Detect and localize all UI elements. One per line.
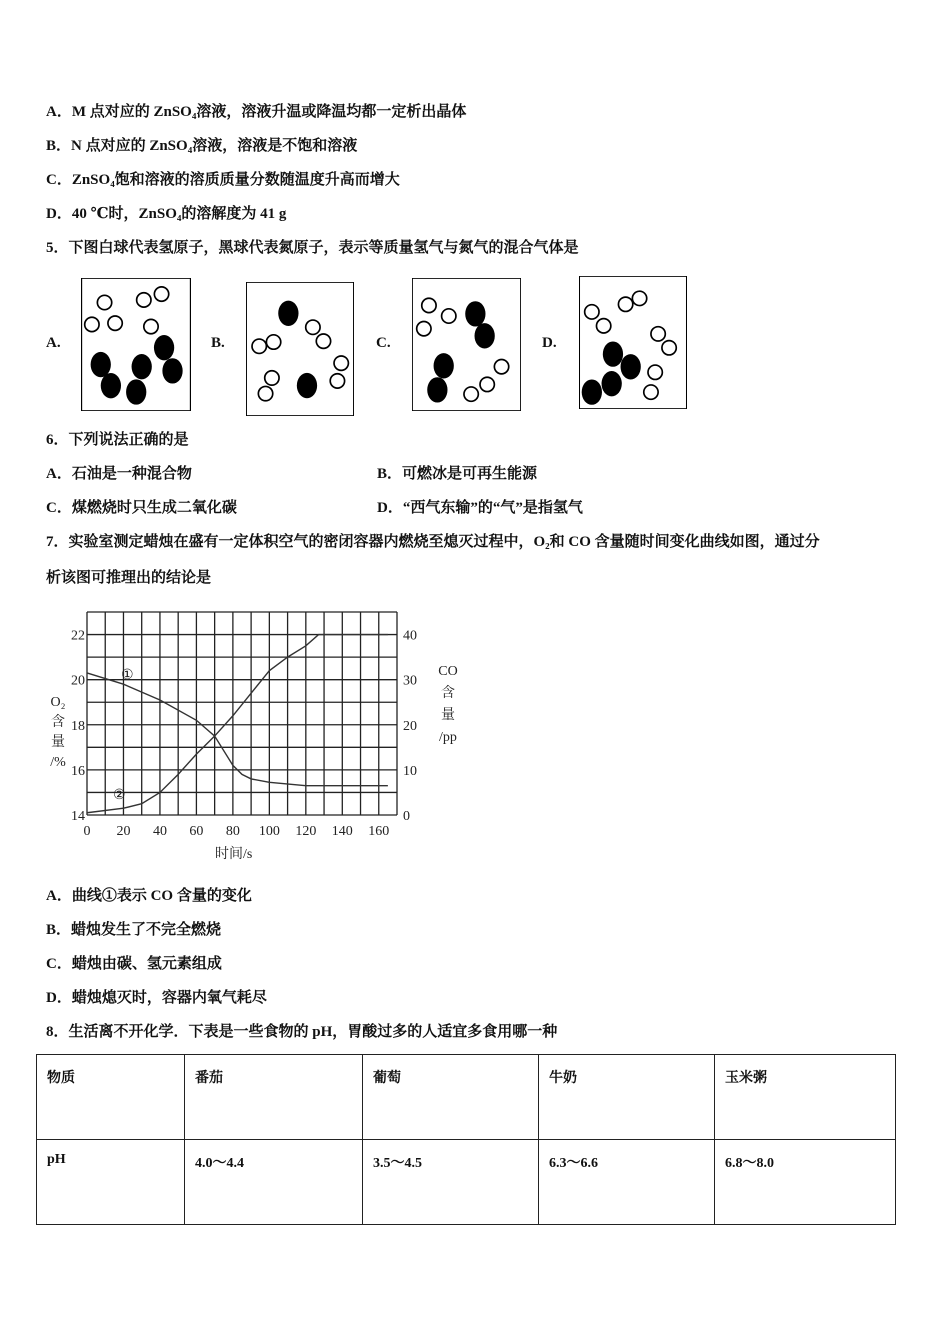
- table-cell: 物质: [37, 1055, 185, 1140]
- y-right-tick-label: 40: [403, 628, 417, 644]
- table-cell: 玉米粥: [715, 1055, 896, 1140]
- q5-stem: 5．下图白球代表氢原子，黑球代表氮原子，表示等质量氢气与氮气的混合气体是: [46, 240, 579, 256]
- table-cell: 番茄: [185, 1055, 363, 1140]
- table-cell: 6.3～6.6: [539, 1140, 715, 1225]
- y-left-axis-label: O₂: [50, 695, 66, 710]
- curve-label-2: ②: [113, 788, 126, 803]
- y-left-axis-label: /%: [50, 755, 66, 770]
- y-right-tick-label: 0: [403, 809, 410, 824]
- x-tick-label: 80: [225, 824, 240, 839]
- q7-stem-line2: 析该图可推理出的结论是: [46, 570, 212, 586]
- q5-label-a: A.: [46, 335, 61, 351]
- curve-label-1: ①: [121, 668, 134, 683]
- x-tick-label: 40: [152, 824, 167, 839]
- table-cell: 4.0～4.4: [185, 1140, 363, 1225]
- molecule-diagram-d: [579, 276, 687, 409]
- x-tick-label: 60: [189, 824, 204, 839]
- table-cell: 6.8～8.0: [715, 1140, 896, 1225]
- q4-option-d: D．40 ℃时，ZnSO₄的溶解度为 41 g: [46, 206, 287, 222]
- q7-stem-line1: 7．实验室测定蜡烛在盛有一定体积空气的密闭容器内燃烧至熄灭过程中，O₂和 CO 含量随时间变化曲线如图，通过分: [46, 534, 820, 550]
- q6-option-a: A．石油是一种混合物: [46, 466, 192, 482]
- y-left-tick-label: 18: [71, 718, 85, 734]
- y-right-axis-label: 量: [441, 708, 455, 723]
- molecule-diagram-c: [412, 278, 521, 411]
- table-row: [37, 1140, 896, 1225]
- y-left-tick-label: 20: [71, 673, 85, 689]
- molecule-diagram-a: [81, 278, 191, 411]
- q4-option-a: A．M 点对应的 ZnSO₄溶液，溶液升温或降温均都一定析出晶体: [46, 104, 467, 120]
- y-left-tick-label: 14: [71, 809, 85, 824]
- q6-option-d: D．“西气东输”的“气”是指氢气: [377, 500, 583, 516]
- table-cell: pH: [37, 1140, 185, 1225]
- q4-option-c: C．ZnSO₄饱和溶液的溶质质量分数随温度升高而增大: [46, 172, 400, 188]
- q8-stem: 8．生活离不开化学．下表是一些食物的 pH，胃酸过多的人适宜多食用哪一种: [46, 1024, 558, 1040]
- x-tick-label: 140: [331, 824, 353, 839]
- table-cell: 3.5～4.5: [363, 1140, 539, 1225]
- table-cell: 葡萄: [363, 1055, 539, 1140]
- q7-option-d: D．蜡烛熄灭时，容器内氧气耗尽: [46, 990, 267, 1006]
- y-right-tick-label: 10: [403, 763, 417, 779]
- x-tick-label: 100: [258, 824, 280, 839]
- y-left-tick-label: 22: [71, 628, 85, 644]
- food-ph-table: [36, 1054, 896, 1225]
- table-cell: 牛奶: [539, 1055, 715, 1140]
- q7-option-c: C．蜡烛由碳、氢元素组成: [46, 956, 222, 972]
- q7-option-a: A．曲线①表示 CO 含量的变化: [46, 888, 252, 904]
- q5-label-d: D.: [542, 335, 557, 351]
- y-right-tick-label: 20: [403, 718, 417, 734]
- y-left-axis-label: 量: [51, 735, 65, 750]
- y-right-axis-label: /pp: [439, 730, 457, 745]
- y-left-axis-label: 含: [51, 715, 65, 730]
- q7-option-b: B．蜡烛发生了不完全燃烧: [46, 922, 222, 938]
- q6-option-b: B．可燃冰是可再生能源: [377, 466, 538, 482]
- x-tick-label: 160: [368, 824, 390, 839]
- x-tick-label: 120: [295, 824, 317, 839]
- q4-option-b: B．N 点对应的 ZnSO₄溶液，溶液是不饱和溶液: [46, 138, 358, 154]
- q5-label-c: C.: [376, 335, 391, 351]
- y-right-axis-label: CO: [438, 664, 458, 679]
- x-tick-label: 20: [116, 824, 131, 839]
- y-left-tick-label: 16: [71, 763, 85, 779]
- table-row: [37, 1055, 896, 1140]
- o2-co-chart: [40, 600, 480, 870]
- y-right-axis-label: 含: [441, 686, 455, 701]
- q6-option-c: C．煤燃烧时只生成二氧化碳: [46, 500, 237, 516]
- q6-stem: 6．下列说法正确的是: [46, 432, 189, 448]
- q5-label-b: B.: [211, 335, 225, 351]
- x-axis-label: 时间/s: [215, 847, 253, 862]
- y-right-tick-label: 30: [403, 673, 417, 689]
- molecule-diagram-b: [246, 282, 354, 416]
- x-tick-label: 0: [83, 824, 91, 839]
